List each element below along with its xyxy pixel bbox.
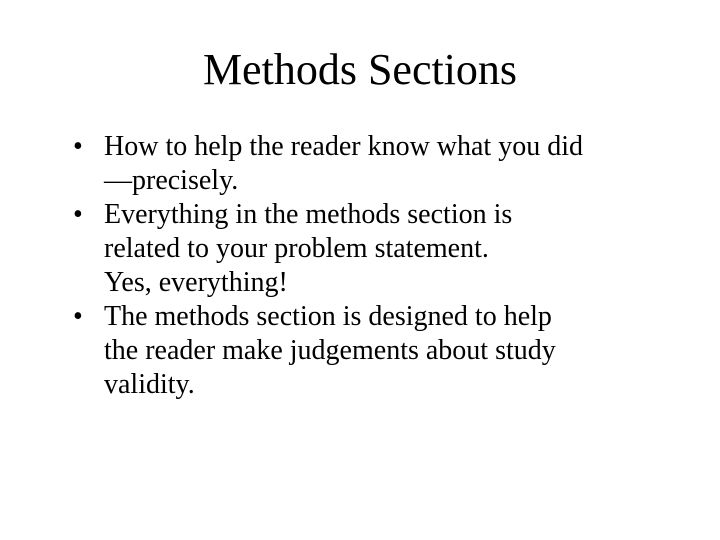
- bullet-line: —precisely.: [104, 165, 239, 196]
- bullet-list: [73, 130, 673, 402]
- bullet-marker: •: [73, 131, 83, 162]
- bullet-line: Everything in the methods section is: [104, 199, 513, 230]
- bullet-line: The methods section is designed to help: [104, 301, 552, 332]
- bullet-item-1: [73, 130, 673, 198]
- bullet-line: Yes, everything!: [104, 267, 288, 298]
- bullet-line: related to your problem statement.: [104, 233, 489, 264]
- bullet-marker: •: [73, 199, 83, 230]
- bullet-item-3: [73, 300, 673, 402]
- bullet-line: the reader make judgements about study: [104, 335, 556, 366]
- bullet-line: validity.: [104, 369, 195, 400]
- slide-title: Methods Sections: [202, 45, 518, 94]
- bullet-line: How to help the reader know what you did: [104, 131, 583, 162]
- bullet-item-2: [73, 198, 673, 300]
- bullet-marker: •: [73, 301, 83, 332]
